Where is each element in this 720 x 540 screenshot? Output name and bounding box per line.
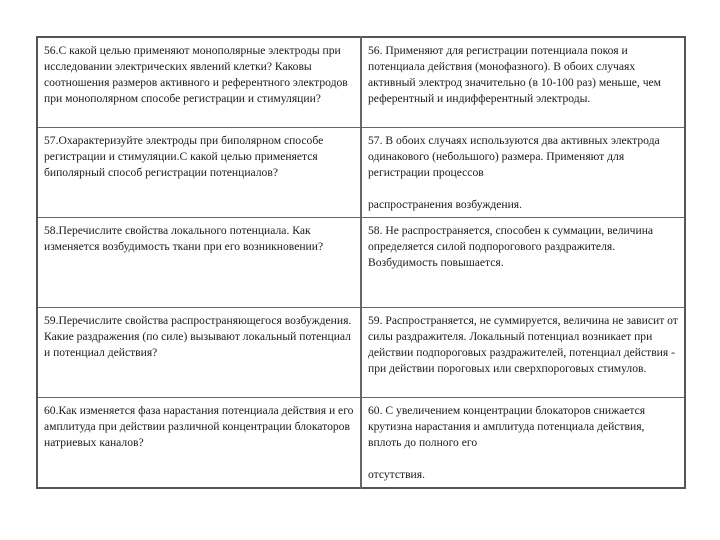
answer-text: 57. В обоих случаях используются два активных электрода одинакового (небольшого) размера. Применяют для регистрации процессов: [368, 133, 660, 179]
answer-cell: 58. Не распространяется, способен к суммации, величина определяется силой подпорогового раздражителя. Возбудимость повышается.: [361, 217, 685, 307]
qa-table: [36, 36, 686, 489]
table-row: [37, 397, 685, 488]
question-cell: 60.Как изменяется фаза нарастания потенциала действия и его амплитуда при действии различной концентрации блокаторов натриевых каналов?: [37, 397, 361, 488]
answer-text: 60. С увеличением концентрации блокаторов снижается крутизна нарастания и амплитуда потенциала действия, вплоть до полного его: [368, 403, 646, 449]
question-cell: 57.Охарактеризуйте электроды при биполярном способе регистрации и стимуляции.С какой целью применяется биполярный способ регистрации потенциалов?: [37, 127, 361, 217]
table-row: [37, 307, 685, 397]
answer-cell: 59. Распространяется, не суммируется, величина не зависит от силы раздражителя. Локальный потенциал возникает при действии подпороговых раздражителей, потенциал действия - при действии пороговых или сверхпороговых стимулов.: [361, 307, 685, 397]
answer-text-tail: распространения возбуждения.: [368, 197, 523, 211]
table-row: [37, 37, 685, 127]
answer-cell: 56. Применяют для регистрации потенциала покоя и потенциала действия (монофазного). В обоих случаях активный электрод значительно (в 10-100 раз) меньше, чем референтный и индифферентный электроды.: [361, 37, 685, 127]
question-cell: 59.Перечислите свойства распространяющегося возбуждения. Какие раздражения (по силе) вызывают локальный потенциал и потенциал действия?: [37, 307, 361, 397]
question-cell: 56.С какой целью применяют монополярные электроды при исследовании электрических явлений клетки? Каковы соотношения размеров активного и референтного электродов при монополярном способе регистрации и стимуляции?: [37, 37, 361, 127]
table-row: [37, 217, 685, 307]
answer-cell: [361, 127, 685, 217]
table-row: [37, 127, 685, 217]
question-cell: 58.Перечислите свойства локального потенциала. Как изменяется возбудимость ткани при его возникновении?: [37, 217, 361, 307]
answer-text-tail: отсутствия.: [368, 467, 425, 481]
answer-cell: [361, 397, 685, 488]
